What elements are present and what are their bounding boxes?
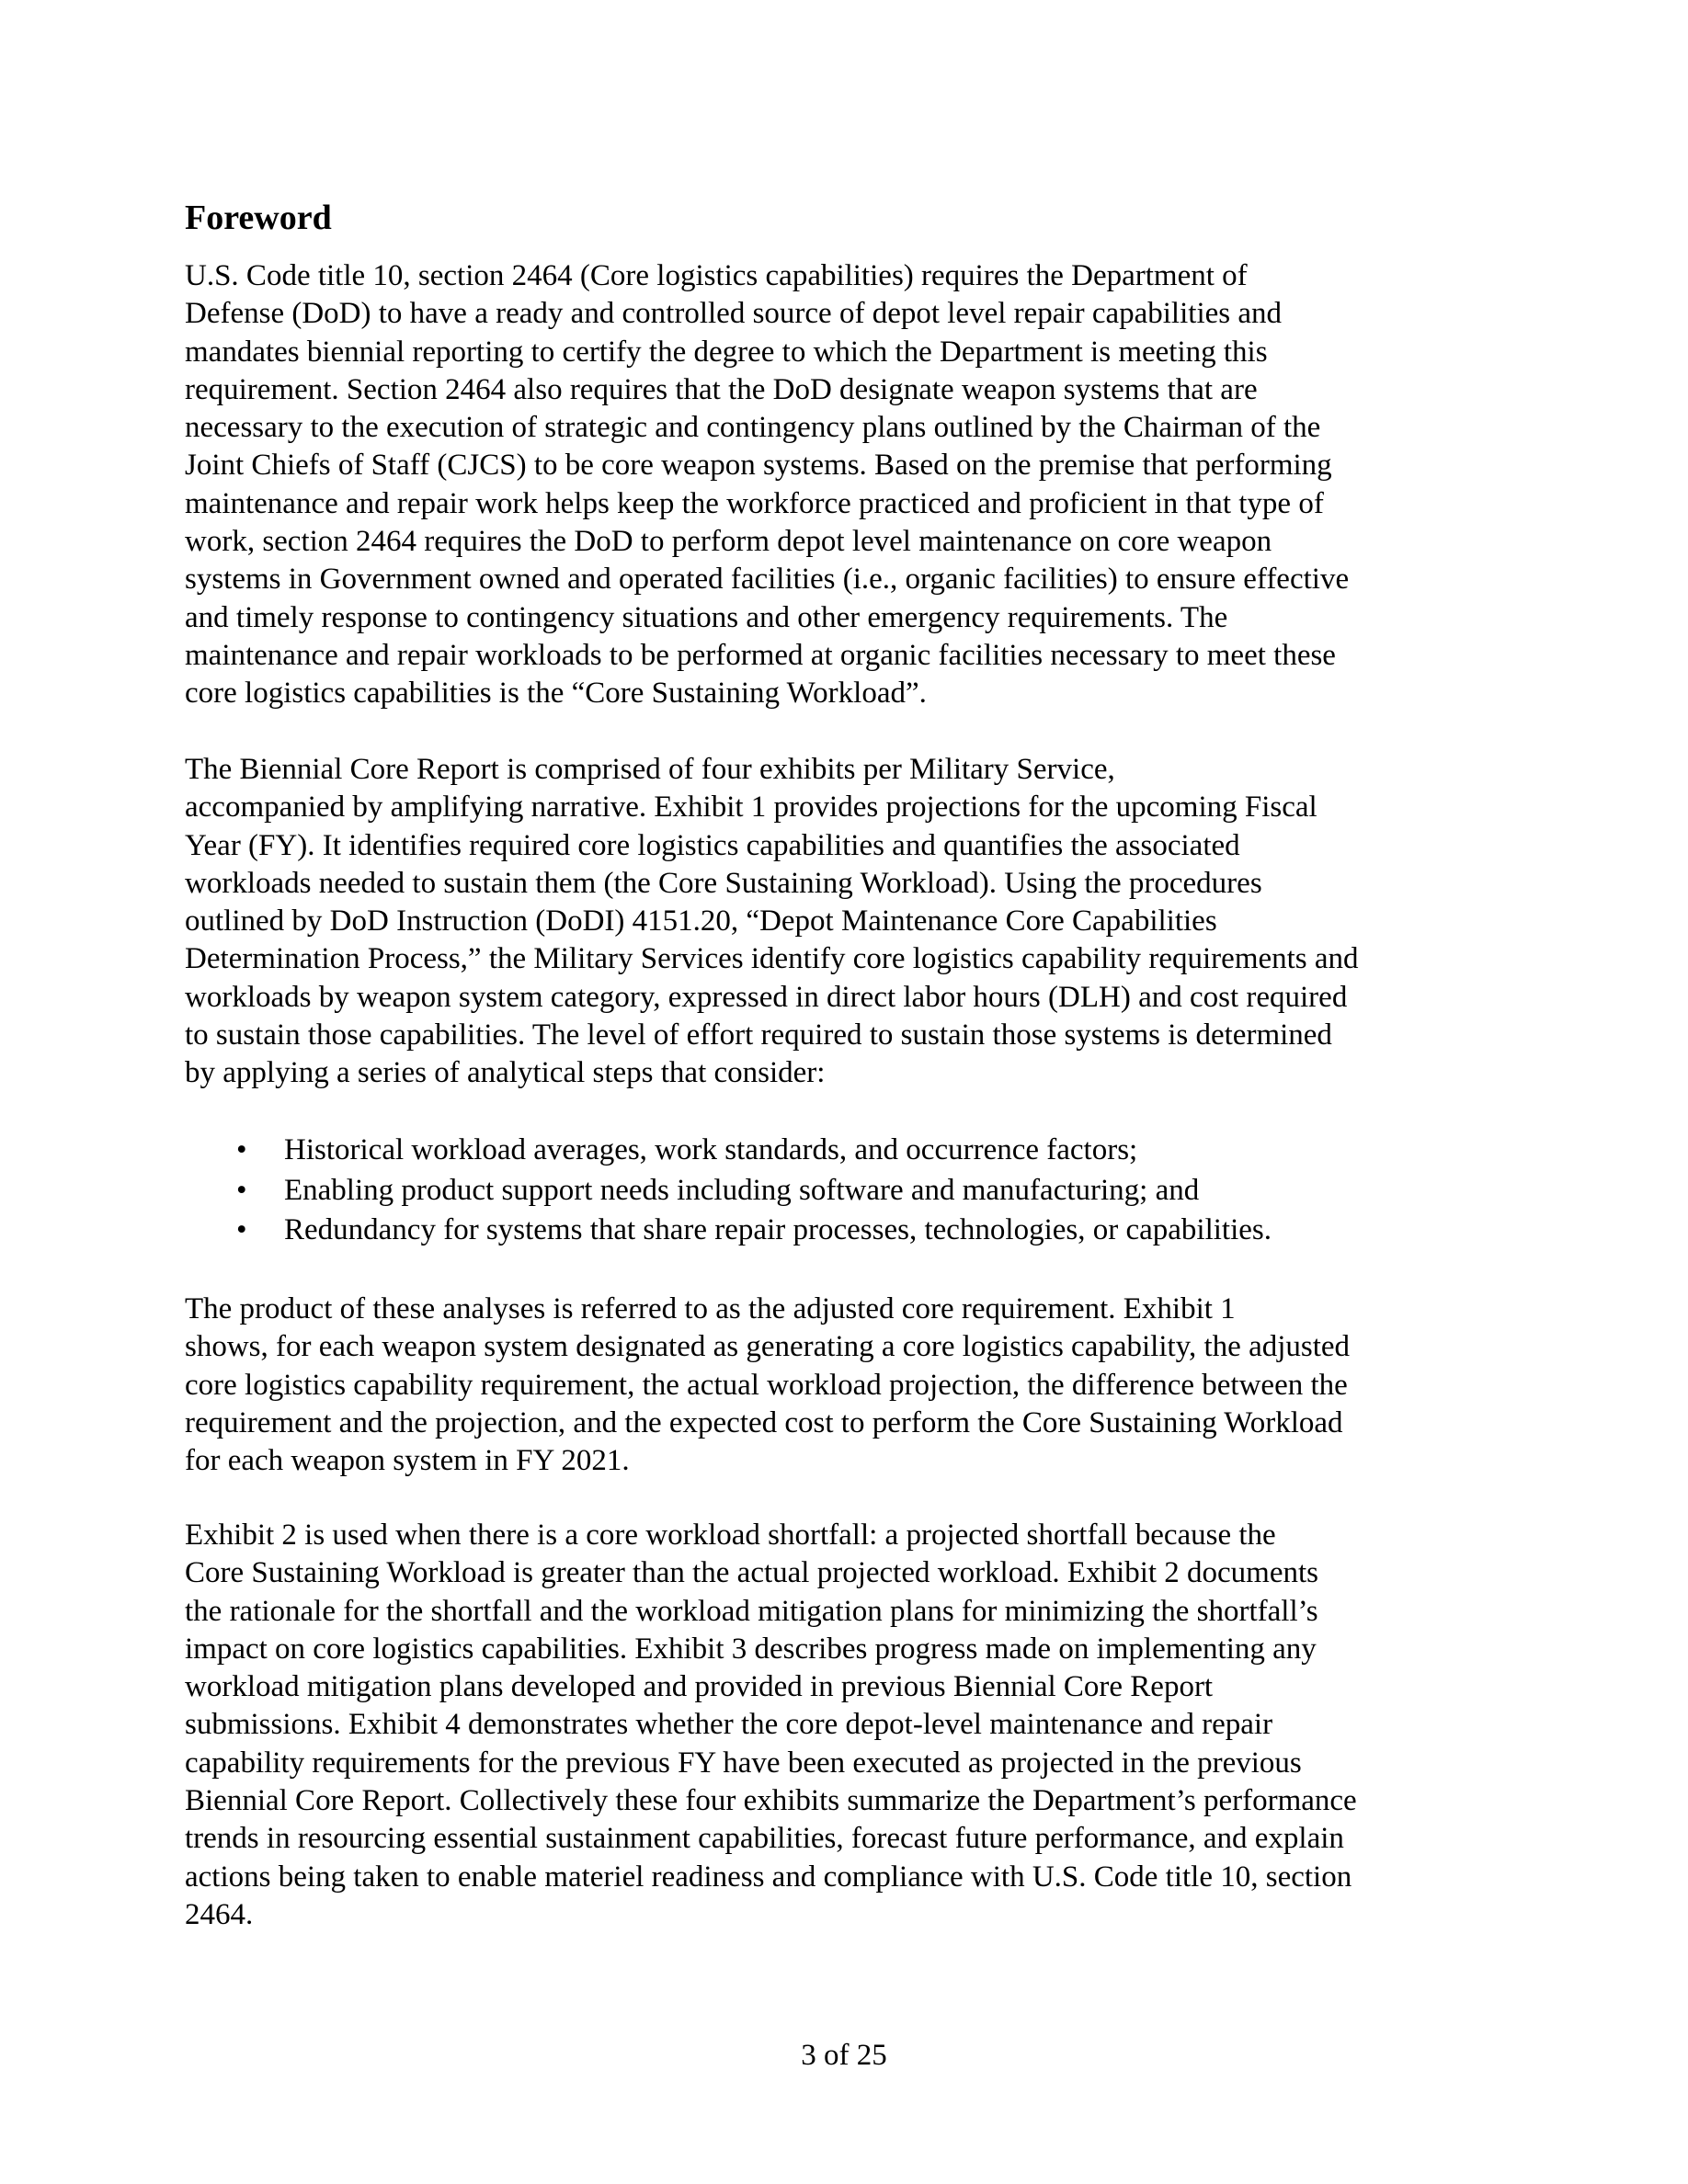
page-title: Foreword xyxy=(185,199,332,237)
analysis-steps-list xyxy=(185,1131,1490,1251)
bullet-icon: • xyxy=(236,1173,247,1207)
bullet-icon: • xyxy=(236,1133,247,1166)
bullet-icon: • xyxy=(236,1213,247,1246)
list-item xyxy=(185,1131,1490,1171)
list-item-text: Historical workload averages, work standards, and occurrence factors; xyxy=(284,1133,1138,1166)
paragraph-biennial-report: The Biennial Core Report is comprised of four exhibits per Military Service, accompanied by amplifying narrative. Exhibit 1 provides projections for the upcoming Fiscal Year (FY). It identifies required core logistics capabilities and quantifies the associated workloads needed to sustain them (the Core Sustaining Workload). Using the procedures outlined by DoD Instruction (DoDI) 4151.20, “Depot Maintenance Core Capabilities Determination Process,” the Military Services identify core logistics capability requirements and workloads by weapon system category, expressed in direct labor hours (DLH) and cost required to sustain those capabilities. The level of effort required to sustain those systems is determined by applying a series of analytical steps that consider: xyxy=(185,753,1359,1090)
paragraph-core-logistics: U.S. Code title 10, section 2464 (Core logistics capabilities) requires the Department of Defense (DoD) to have a ready and controlled source of depot level repair capabilities and mandates biennial reporting to certify the degree to which the Department is meeting this requirement. Section 2464 also requires that the DoD designate weapon systems that are necessary to the execution of strategic and contingency plans outlined by the Chairman of the Joint Chiefs of Staff (CJCS) to be core weapon systems. Based on the premise that performing maintenance and repair work helps keep the workforce practiced and proficient in that type of work, section 2464 requires the DoD to perform depot level maintenance on core weapon systems in Government owned and operated facilities (i.e., organic facilities) to ensure effective and timely response to contingency situations and other emergency requirements. The maintenance and repair workloads to be performed at organic facilities necessary to meet these core logistics capabilities is the “Core Sustaining Workload”. xyxy=(185,259,1350,711)
list-item-text: Redundancy for systems that share repair processes, technologies, or capabilities. xyxy=(284,1213,1272,1246)
paragraph-adjusted-requirement: The product of these analyses is referred to as the adjusted core requirement. Exhibit 1 shows, for each weapon system designated as generating a core logistics capability, the adjusted core logistics capability requirement, the actual workload projection, the difference between the requirement and the projection, and the expected cost to perform the Core Sustaining Workload for each weapon system in FY 2021. xyxy=(185,1292,1351,1478)
list-item xyxy=(185,1211,1490,1251)
list-item-text: Enabling product support needs including software and manufacturing; and xyxy=(284,1173,1200,1207)
list-item xyxy=(185,1171,1490,1211)
page-number: 3 of 25 xyxy=(801,2039,887,2072)
paragraph-exhibits: Exhibit 2 is used when there is a core workload shortfall: a projected shortfall because the Core Sustaining Workload is greater than the actual projected workload. Exhibit 2 documents the rationale for the shortfall and the workload mitigation plans for minimizing the shortfall’s impact on core logistics capabilities. Exhibit 3 describes progress made on implementing any workload mitigation plans developed and provided in previous Biennial Core Report submissions. Exhibit 4 demonstrates whether the core depot-level maintenance and repair capability requirements for the previous FY have been executed as projected in the previous Biennial Core Report. Collectively these four exhibits summarize the Department’s performance trends in resourcing essential sustainment capabilities, forecast future performance, and explain actions being taken to enable materiel readiness and compliance with U.S. Code title 10, section 2464. xyxy=(185,1519,1357,1931)
